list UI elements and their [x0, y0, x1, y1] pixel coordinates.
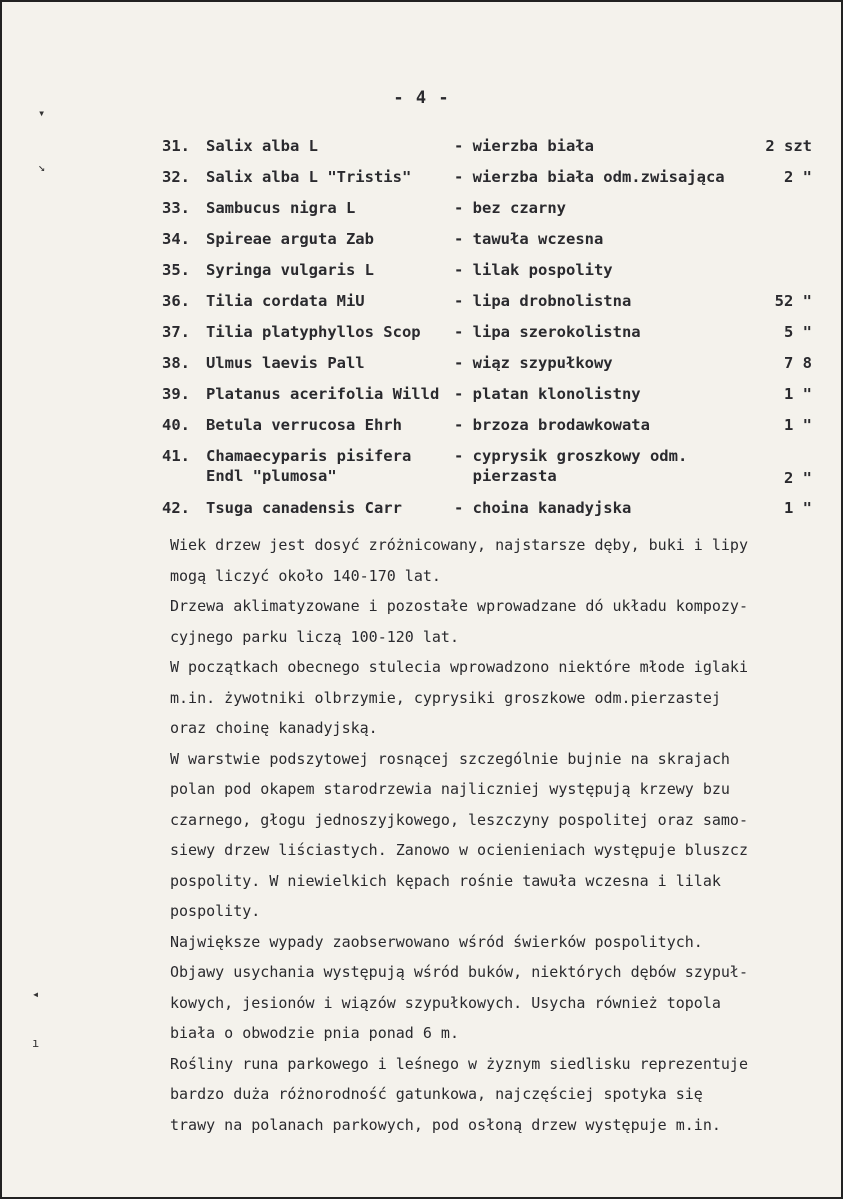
text-line: oraz choinę kanadyjską. — [170, 719, 378, 737]
species-latin-name: Ulmus laevis Pall — [206, 354, 365, 372]
text-line: W warstwie podszytowej rosnącej szczególnie bujnie na skrajach — [170, 749, 730, 768]
species-polish-name: - bez czarny — [454, 199, 566, 217]
species-number: 34. — [162, 230, 190, 248]
species-latin-name: Chamaecyparis pisifera Endl "plumosa" — [206, 447, 412, 485]
species-latin-name: Salix alba L "Tristis" — [206, 168, 412, 186]
text-line: Największe wypady zaobserwowano wśród świerków pospolitych. — [170, 932, 703, 951]
species-number: 37. — [162, 323, 190, 341]
text-line: Wiek drzew jest dosyć zróżnicowany, najstarsze dęby, buki i lipy — [170, 536, 748, 554]
species-count: 1 " — [784, 499, 812, 517]
text-line: bardzo duża różnorodność gatunkowa, najczęściej spotyka się — [170, 1085, 703, 1103]
text-line: czarnego, głogu jednoszyjkowego, leszczyny pospolitej oraz samo- — [170, 810, 748, 829]
text-line: Objawy usychania występują wśród buków, niektórych dębów szypuł- — [170, 963, 748, 981]
species-row — [162, 256, 812, 287]
species-count: 7 8 — [784, 354, 812, 372]
text-line: trawy na polanach parkowych, pod osłoną drzew występuje m.in. — [170, 1115, 721, 1134]
species-latin-name: Syringa vulgaris L — [206, 261, 374, 279]
species-count: 2 szt — [765, 137, 812, 155]
species-row — [162, 318, 812, 349]
species-row — [162, 349, 812, 380]
page-number: - 4 - — [393, 88, 450, 108]
species-polish-name: - tawuła wczesna — [454, 230, 604, 248]
text-line: pospolity. W niewielkich kępach rośnie tawuła wczesna i lilak — [170, 871, 721, 890]
species-number: 39. — [162, 385, 190, 403]
species-latin-name: Tilia cordata MiU — [206, 292, 365, 310]
species-count: 2 " — [784, 168, 812, 186]
species-number: 35. — [162, 261, 190, 279]
species-number: 38. — [162, 354, 190, 372]
species-count: 2 " — [784, 469, 812, 487]
species-row — [162, 442, 812, 494]
species-polish-name: - wiąz szypułkowy — [454, 354, 613, 372]
text-line: biała o obwodzie pnia ponad 6 m. — [170, 1024, 459, 1042]
text-line: cyjnego parku liczą 100-120 lat. — [170, 627, 459, 646]
species-polish-name: - lilak pospolity — [454, 261, 613, 279]
text-line: pospolity. — [170, 902, 261, 920]
text-line: mogą liczyć około 140-170 lat. — [170, 566, 441, 585]
species-number: 40. — [162, 416, 190, 434]
species-row — [162, 225, 812, 256]
text-line: Drzewa aklimatyzowane i pozostałe wprowadzane dó układu kompozy- — [170, 597, 748, 615]
species-latin-name: Betula verrucosa Ehrh — [206, 416, 402, 434]
margin-mark: ▾ — [38, 106, 46, 120]
text-line: siewy drzew liściastych. Zanowo w ocienieniach występuje bluszcz — [170, 841, 748, 859]
species-latin-name: Salix alba L — [206, 137, 318, 155]
species-count: 52 " — [774, 292, 812, 310]
text-line: m.in. żywotniki olbrzymie, cyprysiki groszkowe odm.pierzastej — [170, 688, 721, 707]
body-text — [170, 530, 815, 1140]
species-polish-name: - wierzba biała — [454, 137, 594, 155]
species-row — [162, 494, 812, 525]
species-row — [162, 132, 812, 163]
species-number: 32. — [162, 168, 190, 186]
species-row — [162, 163, 812, 194]
species-polish-name: - brzoza brodawkowata — [454, 416, 650, 434]
species-polish-name: - cyprysik groszkowy odm. pierzasta — [454, 447, 688, 485]
margin-mark: ↘ — [38, 160, 46, 174]
species-row — [162, 194, 812, 225]
species-latin-name: Spireae arguta Zab — [206, 230, 374, 248]
species-row — [162, 411, 812, 442]
species-polish-name: - lipa szerokolistna — [454, 323, 641, 341]
species-count: 5 " — [784, 323, 812, 341]
species-row — [162, 380, 812, 411]
text-line: W początkach obecnego stulecia wprowadzono niektóre młode iglaki — [170, 658, 748, 676]
species-polish-name: - choina kanadyjska — [454, 499, 632, 517]
margin-mark: ı — [32, 1036, 40, 1050]
species-number: 33. — [162, 199, 190, 217]
text-line: kowych, jesionów i wiązów szypułkowych. Usycha również topola — [170, 993, 721, 1012]
species-row — [162, 287, 812, 318]
species-number: 41. — [162, 447, 190, 465]
species-latin-name: Platanus acerifolia Willd — [206, 385, 440, 403]
text-line: Rośliny runa parkowego i leśnego w żyznym siedlisku reprezentuje — [170, 1054, 748, 1073]
text-line: polan pod okapem starodrzewia najliczniej występują krzewy bzu — [170, 780, 730, 798]
species-latin-name: Tsuga canadensis Carr — [206, 499, 402, 517]
species-number: 42. — [162, 499, 190, 517]
species-polish-name: - platan klonolistny — [454, 385, 641, 403]
species-number: 31. — [162, 137, 190, 155]
species-polish-name: - wierzba biała odm.zwisająca — [454, 168, 725, 186]
species-list — [162, 132, 812, 525]
species-polish-name: - lipa drobnolistna — [454, 292, 632, 310]
species-count: 1 " — [784, 385, 812, 403]
species-latin-name: Tilia platyphyllos Scop — [206, 323, 421, 341]
margin-mark: ◂ — [32, 987, 40, 1001]
species-latin-name: Sambucus nigra L — [206, 199, 356, 217]
species-count: 1 " — [784, 416, 812, 434]
species-number: 36. — [162, 292, 190, 310]
